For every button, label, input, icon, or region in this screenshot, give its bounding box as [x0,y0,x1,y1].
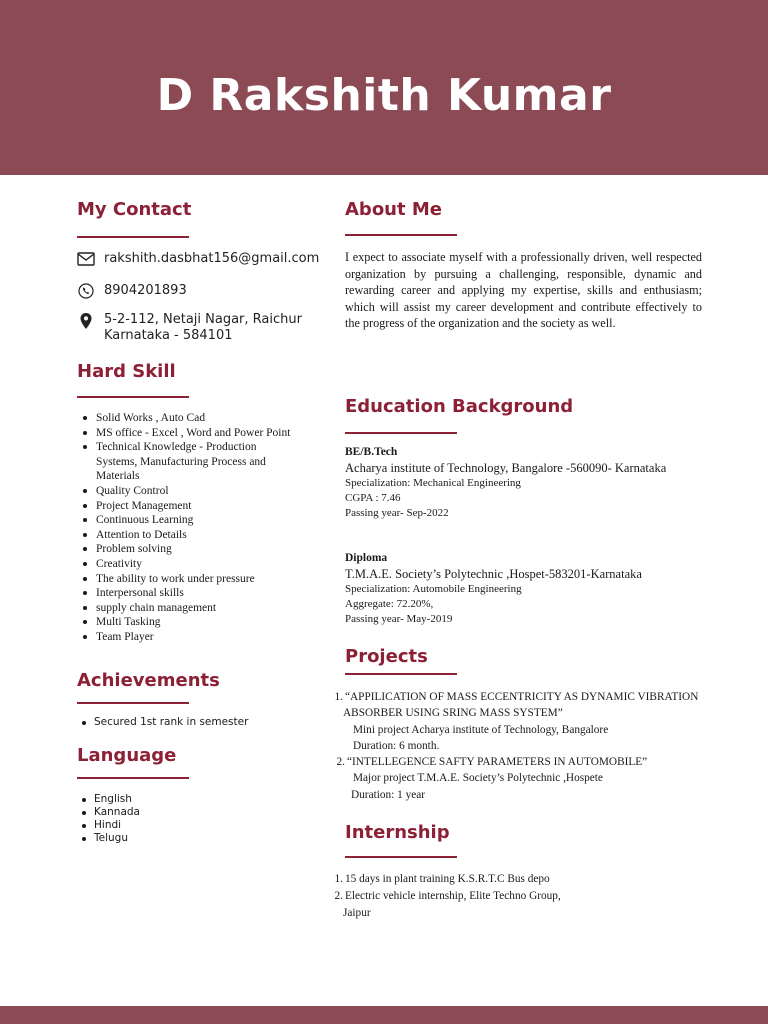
list-item: MS office - Excel , Word and Power Point [77,426,317,441]
list-item: The ability to work under pressure [77,572,317,587]
contact-address-line2: Karnataka - 584101 [104,328,233,343]
language-title-underline [77,777,189,779]
internship-title-underline [345,856,457,858]
list-item: Continuous Learning [77,513,317,528]
internship-item [331,888,631,905]
projects-list [331,689,721,803]
education-passing-year: Passing year- Sep-2022 [345,507,449,519]
project-item [331,754,721,770]
contact-phone: 8904201893 [104,283,187,298]
phone-icon [77,283,95,299]
contact-email-link[interactable]: rakshith.dasbhat156@gmail.com [104,251,320,266]
list-item: Creativity [77,557,317,572]
list-item: Technical Knowledge - Production Systems, Manufacturing Process and Materials [77,440,287,484]
list-item: English [77,793,140,806]
education-degree: BE/B.Tech [345,446,398,458]
list-item: Telugu [77,832,140,845]
contact-phone-row [77,283,187,299]
project-duration: Duration: 1 year [351,788,426,801]
internship-item [331,871,631,888]
education-degree: Diploma [345,552,388,564]
education-score: Aggregate: 72.20%, [345,598,434,610]
education-title-underline [345,432,457,434]
header-banner [0,0,768,175]
list-item: Interpersonal skills [77,586,317,601]
contact-email-row [77,251,319,267]
contact-address-line1: 5-2-112, Netaji Nagar, Raichur [104,312,302,327]
list-item: Multi Tasking [77,615,317,630]
contact-title-underline [77,236,189,238]
contact-address-row [77,312,302,344]
hard-skill-section-title: Hard Skill [77,361,176,382]
candidate-name: D Rakshith Kumar [156,70,612,121]
education-institute: Acharya institute of Technology, Bangalore -560090- Karnataka [345,461,667,475]
list-item: Hindi [77,819,140,832]
contact-section-title: My Contact [77,199,192,220]
list-item: Attention to Details [77,528,317,543]
about-title-underline [345,234,457,236]
list-item: Problem solving [77,542,317,557]
list-item: Secured 1st rank in semester [77,716,248,729]
envelope-icon [77,251,95,267]
education-entry [345,445,715,521]
project-item [331,689,721,705]
internship-number: 1. [334,873,343,885]
hard-skill-title-underline [77,396,189,398]
achievements-section-title: Achievements [77,670,220,691]
list-item: Project Management [77,499,317,514]
education-institute: T.M.A.E. Society’s Polytechnic ,Hospet-583201-Karnataka [345,567,642,581]
language-list [77,793,140,845]
list-item: Team Player [77,630,317,645]
achievements-title-underline [77,702,189,704]
list-item: Solid Works , Auto Cad [77,411,317,426]
project-duration: Duration: 6 month. [353,739,440,752]
language-section-title: Language [77,745,177,766]
list-item: supply chain management [77,601,317,616]
project-title-line: “APPILICATION OF MASS ECCENTRICITY AS DYNAMIC VIBRATION [345,691,699,703]
project-title-line: “INTELLEGENCE SAFTY PARAMETERS IN AUTOMOBILE” [347,756,648,769]
education-score: CGPA : 7.46 [345,492,401,504]
internship-number: 2. [334,890,343,902]
project-number: 1. [334,691,343,703]
education-section-title: Education Background [345,396,574,417]
internship-text: 15 days in plant training K.S.R.T.C Bus depo [345,873,550,885]
list-item: Quality Control [77,484,317,499]
projects-title-underline [345,673,457,675]
about-section-title: About Me [345,199,442,220]
list-item: Kannada [77,806,140,819]
project-title-line: ABSORBER USING SRING MASS SYSTEM” [343,707,563,720]
footer-band [0,1006,768,1024]
about-paragraph: I expect to associate myself with a professionally driven, well respected organization by pursuing a challenging, responsible, dynamic and rewarding career and applying my expertise, skills and enthusiasm; which will assist my career development and contribute effectively to the progress of the organization and the society as well. [345,250,702,330]
internship-text-continued: Jaipur [343,907,371,919]
internship-list [331,871,631,922]
project-number: 2. [336,756,345,769]
hard-skill-list [77,411,317,645]
project-detail: Mini project Acharya institute of Technology, Bangalore [353,723,609,736]
education-specialization: Specialization: Automobile Engineering [345,583,522,595]
achievements-list [77,716,248,729]
internship-section-title: Internship [345,822,450,843]
projects-section-title: Projects [345,646,428,667]
location-pin-icon [77,312,95,330]
project-detail: Major project T.M.A.E. Society’s Polytechnic ,Hospete [353,772,603,785]
education-entry [345,551,715,627]
education-specialization: Specialization: Mechanical Engineering [345,477,521,489]
education-passing-year: Passing year- May-2019 [345,613,453,625]
internship-text: Electric vehicle internship, Elite Techno Group, [345,890,561,902]
